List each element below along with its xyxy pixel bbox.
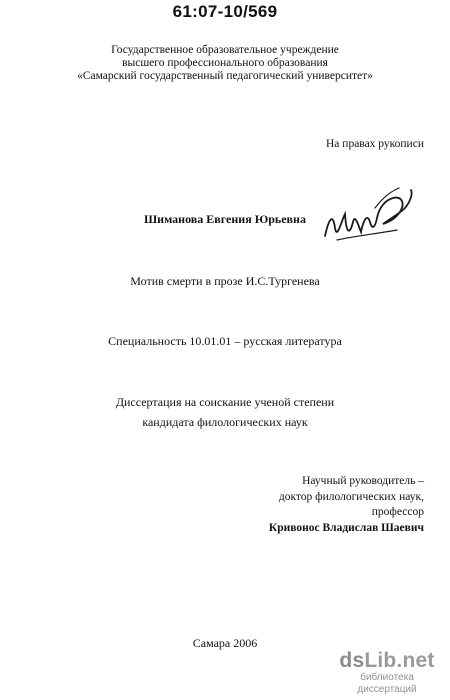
supervisor-block <box>269 474 424 536</box>
dissertation-degree-line: Диссертация на соискание ученой степени <box>115 395 335 409</box>
handwritten-signature <box>315 178 425 258</box>
place-and-year: Самара 2006 <box>192 636 258 650</box>
institution-line: «Самарский государственный педагогический университет» <box>77 70 373 82</box>
institution-line: высшего профессионального образования <box>122 57 328 69</box>
institution-line: Государственное образовательное учреждение <box>111 44 339 56</box>
supervisor-role: Научный руководитель – <box>302 475 424 487</box>
manuscript-rights-note: На правах рукописи <box>326 138 424 150</box>
specialty-line: Специальность 10.01.01 – русская литература <box>108 334 342 348</box>
supervisor-degree: доктор филологических наук, <box>278 490 424 503</box>
author-name: Шиманова Евгения Юрьевна <box>144 212 306 226</box>
dissertation-title: Мотив смерти в прозе И.С.Тургенева <box>130 274 320 288</box>
supervisor-title: профессор <box>371 506 424 518</box>
archive-stamp-code: 61:07-10/569 <box>172 2 278 21</box>
institution-block <box>0 44 450 83</box>
supervisor-name: Кривонос Владислав Шаевич <box>268 521 424 534</box>
dslib-subtitle: библиотека диссертаций <box>357 672 417 695</box>
dissertation-degree-line: кандидата филологических наук <box>142 415 308 429</box>
dslib-logo: dsLib.net <box>339 649 435 672</box>
dslib-watermark <box>332 650 442 696</box>
